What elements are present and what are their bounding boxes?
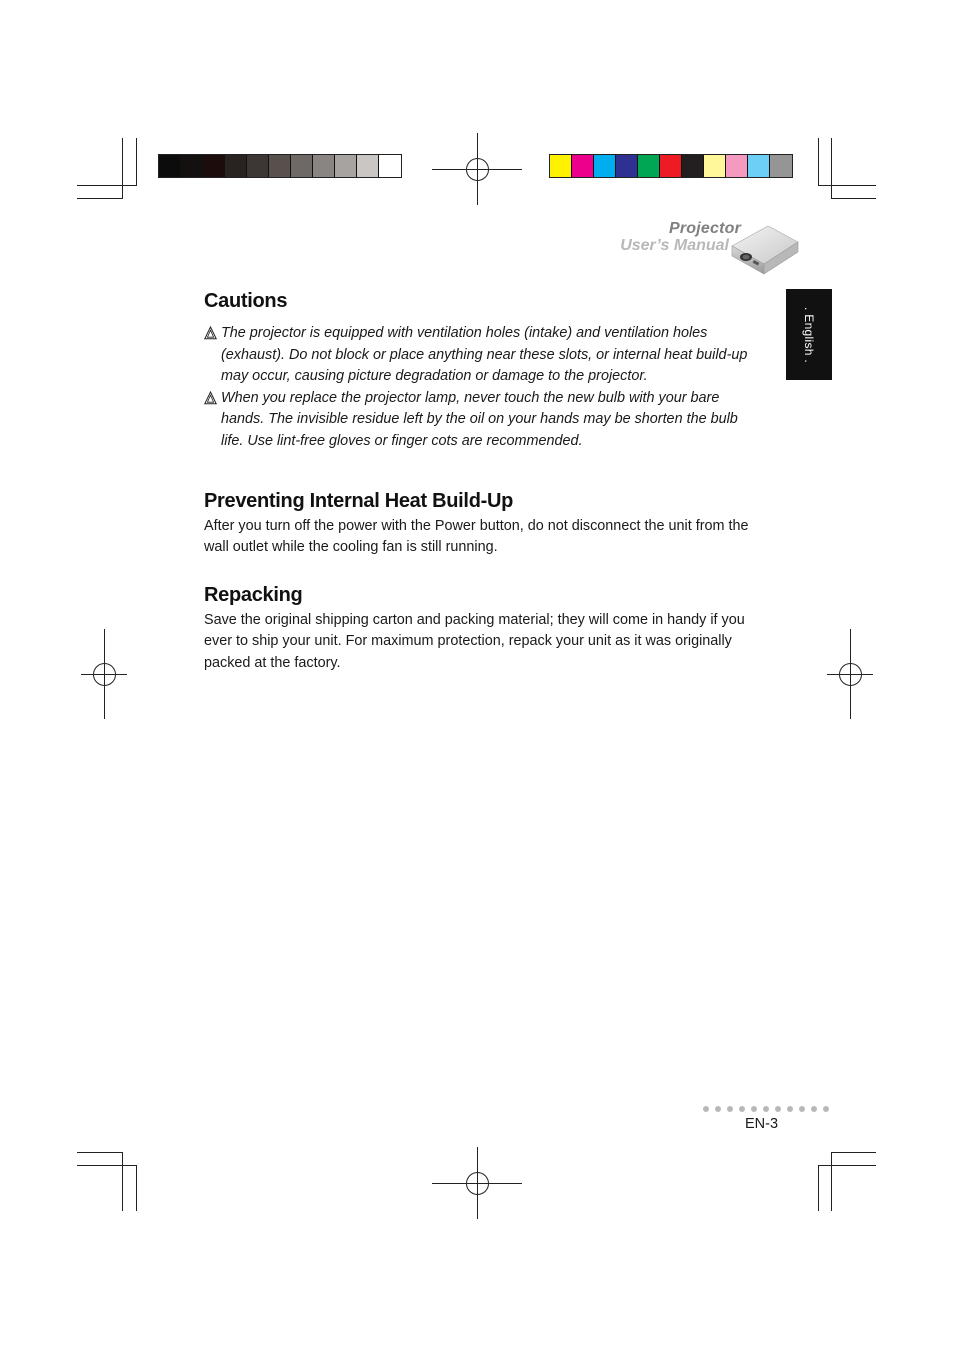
language-tab [786,289,832,380]
color-swatch [660,155,682,177]
color-swatch [704,155,726,177]
warning-triangle-icon [204,391,217,405]
page-number: EN-3 [745,1116,779,1132]
color-swatch [203,155,225,177]
color-swatch [357,155,379,177]
caution-item [204,388,754,453]
color-swatch [159,155,181,177]
brand-subtitle: User’s Manual [620,237,729,254]
color-swatch [726,155,748,177]
color-swatch [748,155,770,177]
page-content [204,287,754,675]
repacking-heading: Repacking [204,583,303,606]
color-swatch [682,155,704,177]
footer-dots [703,1106,829,1112]
color-swatch [572,155,594,177]
color-swatch [594,155,616,177]
caution-text: The projector is equipped with ventilation holes (intake) and ventilation holes (exhaust). Do not block or place anything near these slots, or internal heat build-up may occur, causing picture degradation or damage to the projector. [221,325,748,385]
language-tab-label: . English . [802,306,816,363]
warning-triangle-icon [204,326,217,340]
color-swatch [269,155,291,177]
projector-icon [728,220,802,278]
color-swatch [616,155,638,177]
caution-item [204,323,754,388]
cautions-heading: Cautions [204,290,288,312]
heat-heading: Preventing Internal Heat Build-Up [204,489,514,512]
color-swatch [313,155,335,177]
color-swatch [550,155,572,177]
color-swatch [379,155,401,177]
color-swatch [247,155,269,177]
registration-target-icon [827,629,873,719]
caution-text: When you replace the projector lamp, never touch the new bulb with your bare hands. The invisible residue left by the oil on your hands may be shorten the bulb life. Use lint-free gloves or finger cots are recommended. [221,389,738,449]
registration-target-icon [432,133,522,205]
grayscale-color-bar [158,154,402,178]
color-swatch [291,155,313,177]
color-swatch [181,155,203,177]
color-swatch [335,155,357,177]
process-color-bar [549,154,793,178]
heat-paragraph: After you turn off the power with the Power button, do not disconnect the unit from the wall outlet while the cooling fan is still running. [204,517,749,556]
color-swatch [225,155,247,177]
manual-brand-header [560,218,805,283]
registration-target-icon [81,629,127,719]
color-swatch [638,155,660,177]
brand-title: Projector [668,220,741,237]
repacking-paragraph: Save the original shipping carton and packing material; they will come in handy if you ever to ship your unit. For maximum protection, repack your unit as it was originally packed at the factory. [204,611,745,671]
registration-target-icon [432,1147,522,1219]
color-swatch [770,155,792,177]
